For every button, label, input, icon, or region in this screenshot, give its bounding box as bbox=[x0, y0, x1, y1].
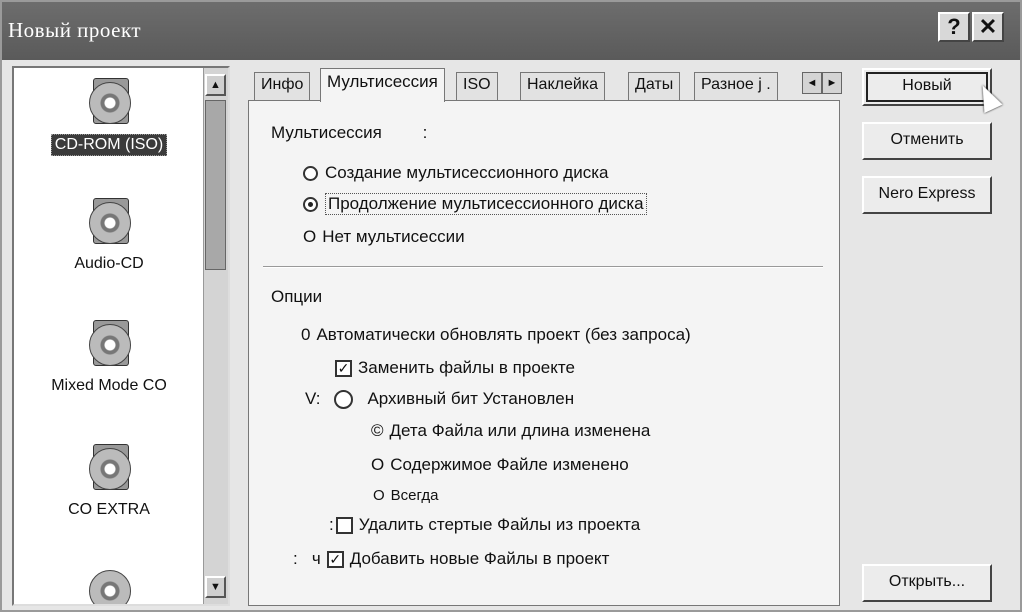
mixed-mode-cd-icon bbox=[83, 320, 135, 368]
radio-glyph: О bbox=[303, 227, 317, 246]
help-button[interactable]: ? bbox=[938, 12, 970, 42]
option-label: Автоматически обновлять проект (без запроса) bbox=[316, 325, 691, 344]
checkbox-delete-erased[interactable] bbox=[329, 515, 640, 535]
project-item-label: CD-ROM (ISO) bbox=[51, 134, 167, 156]
close-button[interactable]: ✕ bbox=[972, 12, 1004, 42]
radio-label: Создание мультисессионного диска bbox=[325, 163, 609, 182]
nero-express-button[interactable]: Nero Express bbox=[862, 176, 992, 214]
option-glyph: © bbox=[371, 421, 384, 440]
cd-extra-icon bbox=[83, 444, 135, 492]
scroll-up-button[interactable]: ▲ bbox=[205, 74, 226, 96]
option-glyph: О bbox=[373, 487, 385, 504]
option-archive-bit[interactable] bbox=[305, 389, 574, 409]
option-glyph: О bbox=[371, 455, 385, 474]
tab-misc[interactable]: Разное j . bbox=[694, 72, 778, 100]
checkbox-replace-files[interactable] bbox=[335, 358, 575, 378]
option-glyph: V: bbox=[305, 389, 321, 408]
radio-indicator bbox=[334, 390, 353, 409]
project-type-list[interactable] bbox=[12, 66, 230, 606]
radio-indicator bbox=[303, 197, 318, 212]
option-label: Дета Файла или длина изменена bbox=[389, 421, 651, 440]
project-item-cd-extra[interactable] bbox=[14, 444, 204, 520]
project-item-mixed-mode[interactable] bbox=[14, 320, 204, 396]
tab-scroll-right-button[interactable]: ► bbox=[822, 72, 842, 94]
radio-label: Продолжение мультисессионного диска bbox=[325, 193, 647, 215]
project-list-scrollbar[interactable] bbox=[203, 68, 228, 604]
tab-multisession[interactable]: Мультисессия bbox=[320, 68, 445, 102]
project-item-label: CO EXTRA bbox=[68, 501, 150, 518]
title-bar bbox=[2, 2, 1020, 60]
scroll-thumb[interactable] bbox=[205, 100, 226, 270]
cd-copy-icon bbox=[83, 566, 135, 606]
option-always[interactable] bbox=[373, 487, 438, 504]
option-date-changed[interactable] bbox=[371, 421, 650, 441]
option-glyph: : ч bbox=[293, 549, 321, 568]
option-label: Архивный бит Установлен bbox=[367, 389, 575, 408]
multisession-panel bbox=[248, 100, 840, 606]
cd-rom-iso-icon bbox=[83, 78, 135, 126]
checkbox-unchecked bbox=[336, 517, 353, 534]
open-button[interactable]: Открыть... bbox=[862, 564, 992, 602]
tab-info[interactable]: Инфо bbox=[254, 72, 310, 100]
radio-indicator bbox=[303, 166, 318, 181]
multisession-heading bbox=[271, 123, 427, 143]
radio-no-multisession[interactable] bbox=[303, 227, 465, 247]
project-item-label: Audio-CD bbox=[74, 255, 144, 272]
checkbox-label: Добавить новые Файлы в проект bbox=[349, 549, 610, 568]
tab-label[interactable]: Наклейка bbox=[520, 72, 605, 100]
radio-label: Нет мультисессии bbox=[322, 227, 465, 246]
checkbox-add-new[interactable] bbox=[293, 549, 609, 569]
audio-cd-icon bbox=[83, 198, 135, 246]
checkbox-checked: ✓ bbox=[335, 360, 352, 377]
option-glyph: : bbox=[329, 515, 334, 534]
project-item-partial[interactable] bbox=[14, 566, 204, 606]
tab-strip bbox=[248, 68, 848, 100]
options-heading: Опции bbox=[271, 287, 323, 306]
checkbox-label: Заменить файлы в проекте bbox=[358, 358, 575, 377]
option-content-changed[interactable] bbox=[371, 455, 629, 475]
multisession-heading-suffix: : bbox=[422, 123, 428, 142]
checkbox-checked: ✓ bbox=[327, 551, 344, 568]
tab-scroll-left-button[interactable]: ◄ bbox=[802, 72, 822, 94]
new-button[interactable]: Новый bbox=[862, 68, 992, 106]
radio-start-multisession[interactable] bbox=[303, 163, 608, 183]
project-item-label: Mixed Mode CO bbox=[51, 377, 167, 394]
tab-iso[interactable]: ISO bbox=[456, 72, 498, 100]
project-item-audio-cd[interactable] bbox=[14, 198, 204, 274]
radio-continue-multisession[interactable] bbox=[303, 193, 647, 215]
tab-dates[interactable]: Даты bbox=[628, 72, 680, 100]
option-label: Содержимое Файле изменено bbox=[390, 455, 629, 474]
option-auto-update[interactable] bbox=[301, 325, 691, 345]
multisession-heading-text: Мультисессия bbox=[271, 123, 382, 142]
option-label: Всегда bbox=[390, 487, 439, 504]
project-item-cd-rom-iso[interactable] bbox=[14, 78, 204, 156]
scroll-down-button[interactable]: ▼ bbox=[205, 576, 226, 598]
cancel-button[interactable]: Отменить bbox=[862, 122, 992, 160]
window-title: Новый проект bbox=[8, 18, 142, 42]
option-glyph: 0 bbox=[301, 325, 311, 344]
section-divider bbox=[263, 266, 823, 268]
checkbox-label: Удалить стертые Файлы из проекта bbox=[358, 515, 641, 534]
